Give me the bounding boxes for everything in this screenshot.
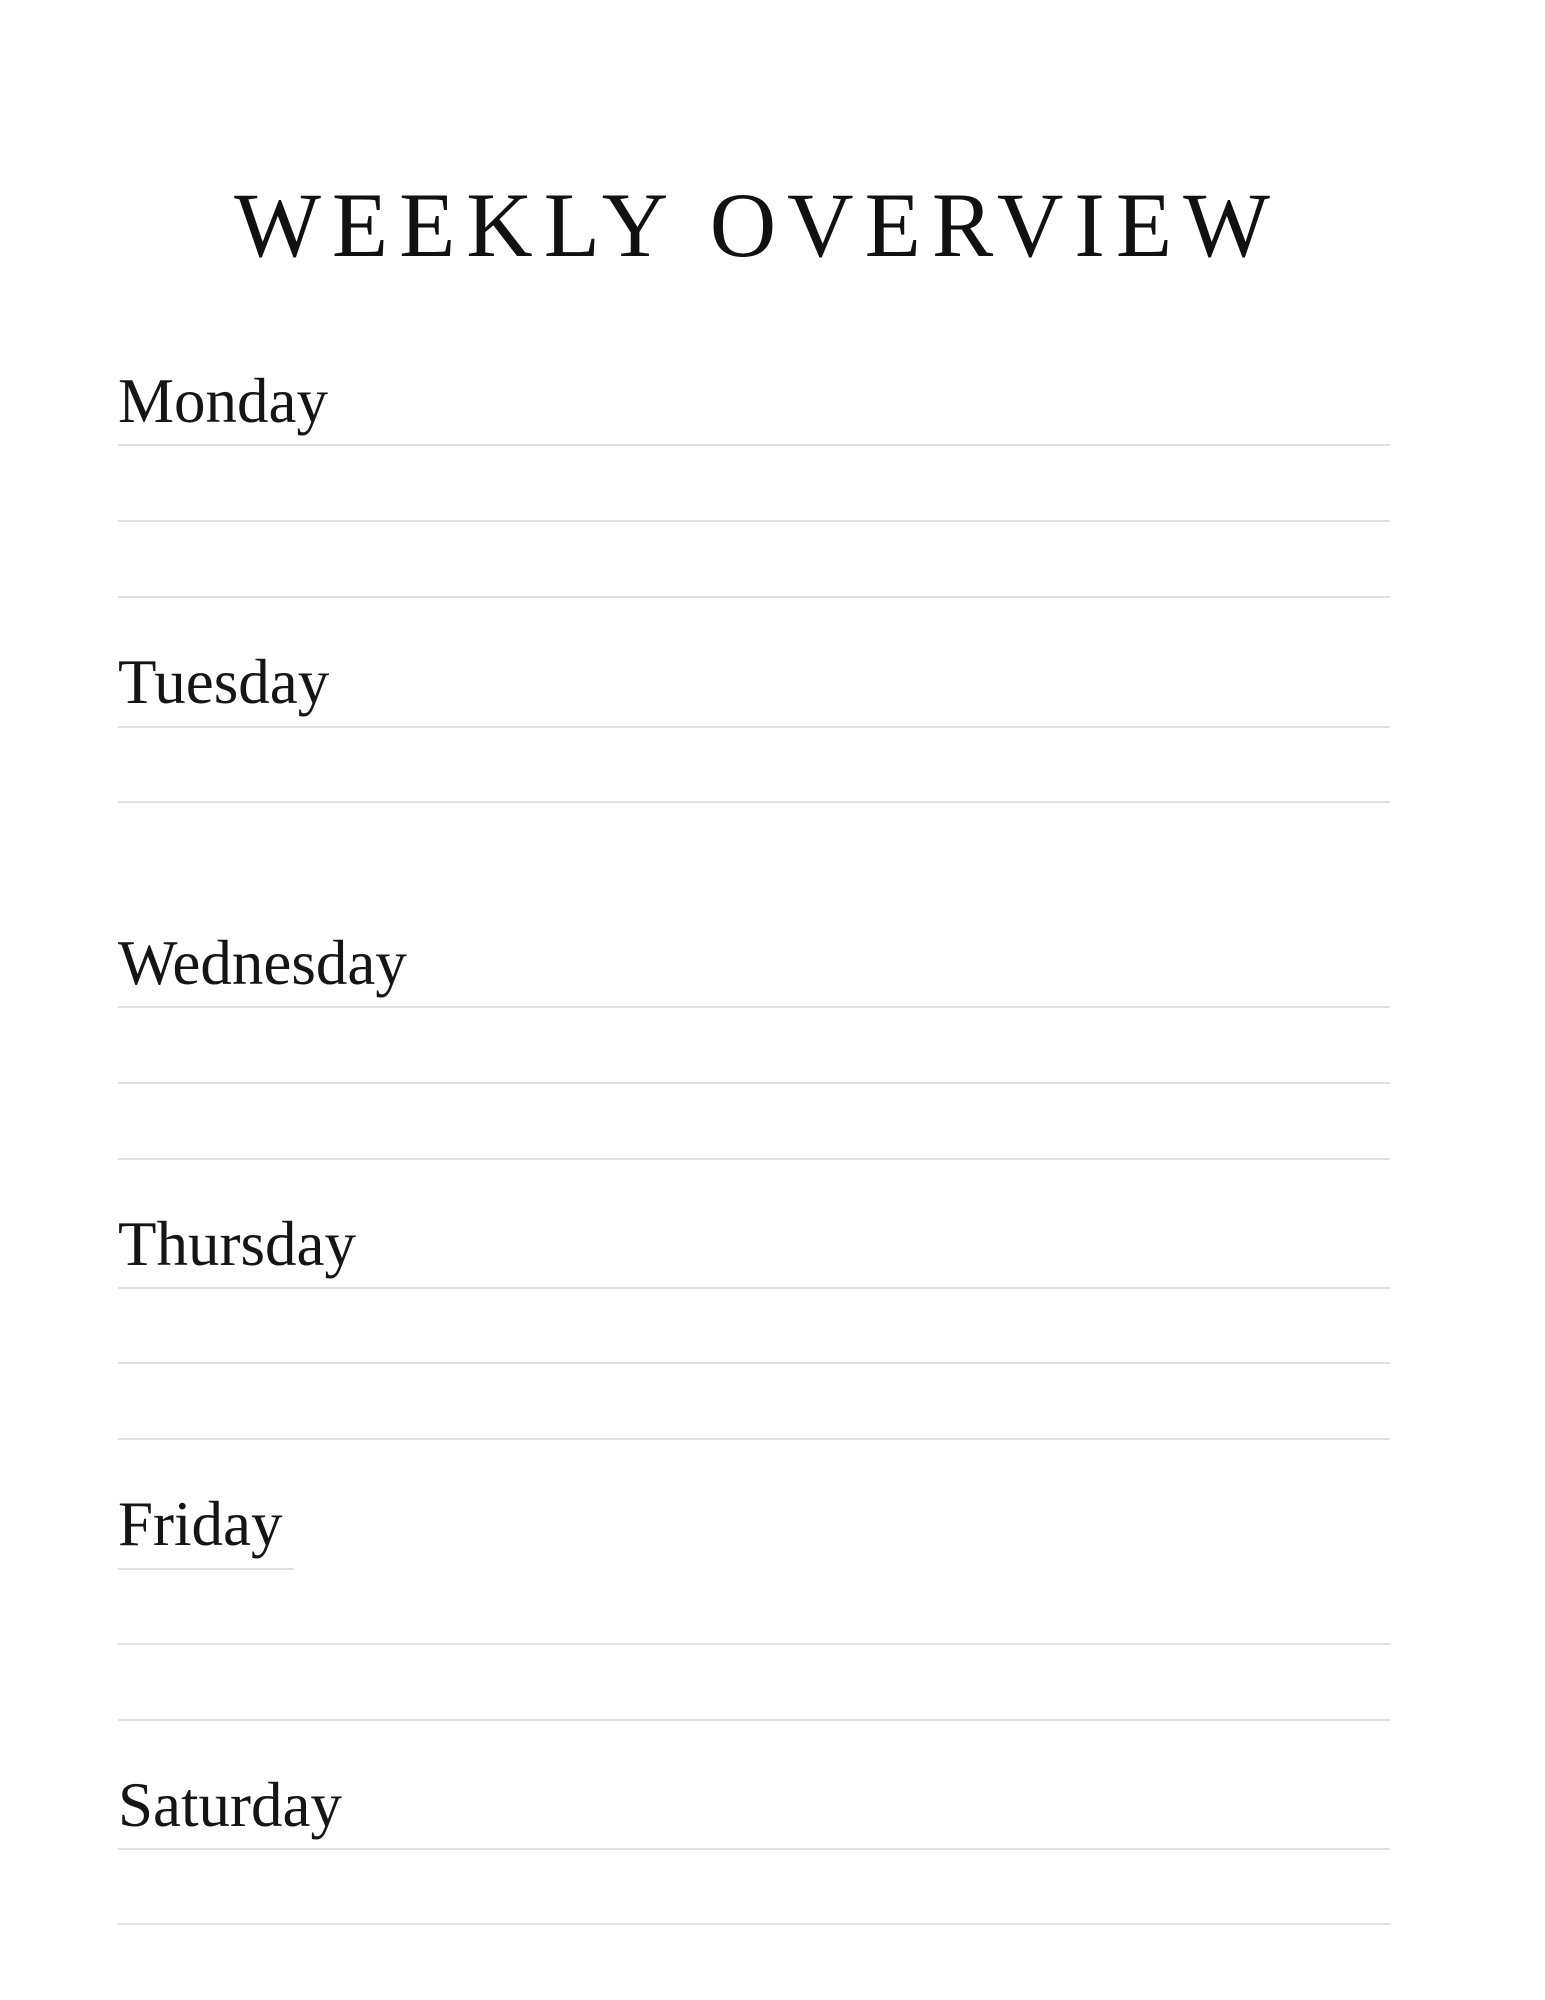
wednesday-line-1[interactable] <box>118 1006 1390 1008</box>
friday-line-1[interactable] <box>118 1568 294 1570</box>
saturday-line-1[interactable] <box>118 1848 1390 1850</box>
thursday-line-3[interactable] <box>118 1438 1390 1440</box>
friday-line-3[interactable] <box>118 1719 1390 1721</box>
day-label-saturday: Saturday <box>118 1770 342 1840</box>
day-label-monday: Monday <box>118 366 328 436</box>
saturday-line-2[interactable] <box>118 1923 1390 1925</box>
thursday-line-2[interactable] <box>118 1362 1390 1364</box>
day-label-wednesday: Wednesday <box>118 928 407 998</box>
day-label-friday: Friday <box>118 1489 283 1559</box>
wednesday-line-2[interactable] <box>118 1082 1390 1084</box>
monday-line-2[interactable] <box>118 520 1390 522</box>
monday-line-3[interactable] <box>118 596 1390 598</box>
tuesday-line-1[interactable] <box>118 726 1390 728</box>
day-label-thursday: Thursday <box>118 1209 356 1279</box>
wednesday-line-3[interactable] <box>118 1158 1390 1160</box>
page-title: WEEKLY OVERVIEW <box>234 174 1281 276</box>
thursday-line-1[interactable] <box>118 1287 1390 1289</box>
friday-line-2[interactable] <box>118 1643 1390 1645</box>
tuesday-line-2[interactable] <box>118 801 1390 803</box>
monday-line-1[interactable] <box>118 444 1390 446</box>
day-label-tuesday: Tuesday <box>118 647 330 717</box>
